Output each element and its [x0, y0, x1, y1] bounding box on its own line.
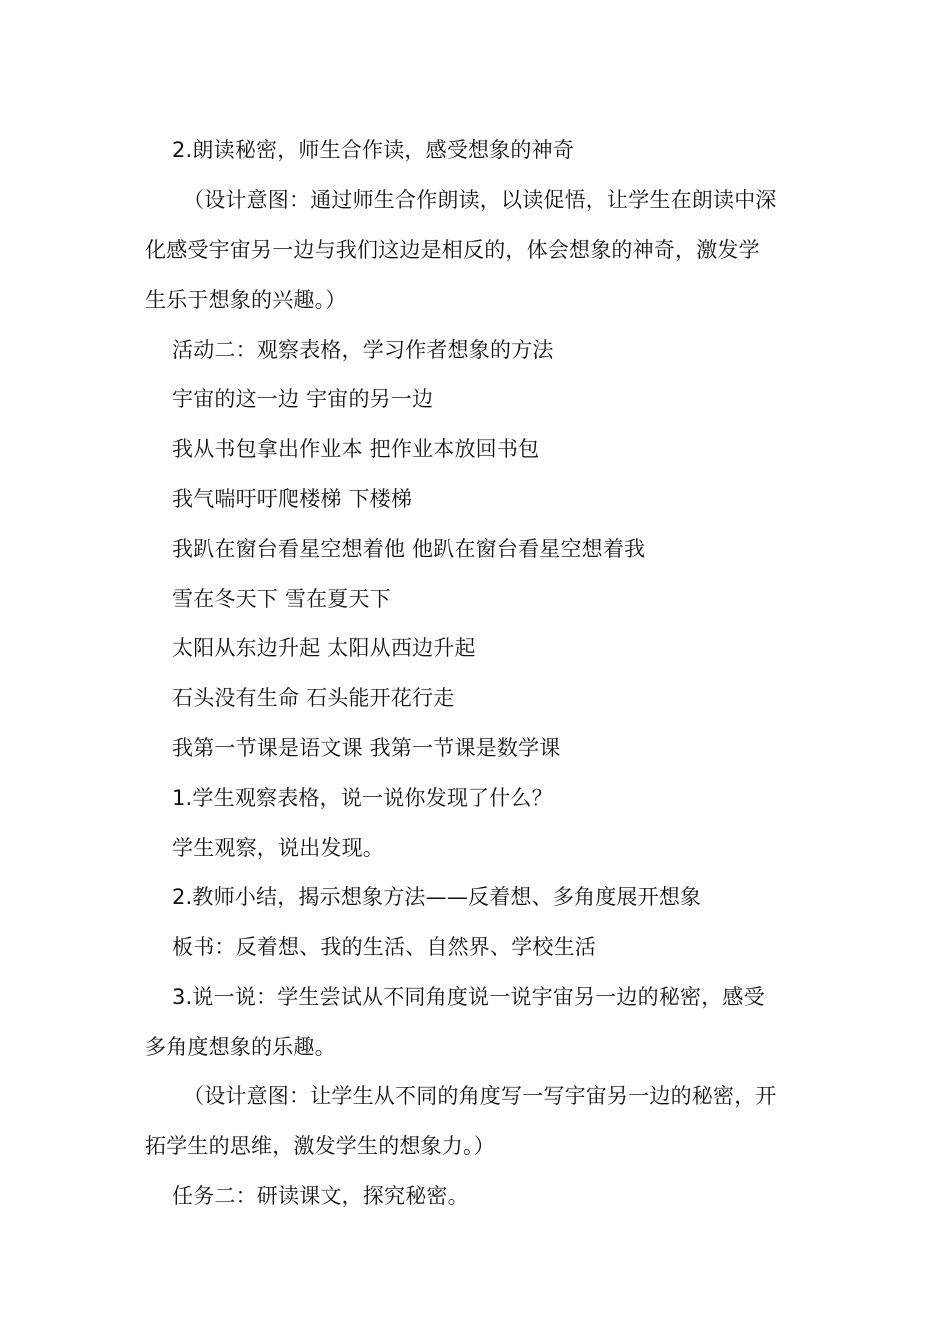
design-intent-2-line-2: 拓学生的思维，激发学生的想象力。）	[145, 1134, 495, 1158]
design-intent-2-line-1: （设计意图：让学生从不同的角度写一写宇宙另一边的秘密，开	[183, 1084, 777, 1108]
table-row: 石头没有生命 石头能开花行走	[172, 686, 455, 710]
table-header-row: 宇宙的这一边 宇宙的另一边	[172, 387, 434, 411]
table-row: 我气喘吁吁爬楼梯 下楼梯	[172, 487, 413, 511]
table-row: 雪在冬天下 雪在夏天下	[172, 587, 391, 611]
table-row: 我第一节课是语文课 我第一节课是数学课	[172, 736, 561, 760]
step-2-read-secret: 2.朗读秘密，师生合作读，感受想象的神奇	[172, 138, 575, 162]
step-3-speak-line-1: 3.说一说：学生尝试从不同角度说一说宇宙另一边的秘密，感受	[172, 985, 765, 1009]
step-2-summary: 2.教师小结，揭示想象方法——反着想、多角度展开想象	[172, 885, 702, 909]
table-row: 我从书包拿出作业本 把作业本放回书包	[172, 437, 540, 461]
design-intent-1-line-1: （设计意图：通过师生合作朗读，以读促悟，让学生在朗读中深	[183, 188, 777, 212]
table-row: 太阳从东边升起 太阳从西边升起	[172, 636, 476, 660]
table-row: 我趴在窗台看星空想着他 他趴在窗台看星空想着我	[172, 537, 646, 561]
student-observe: 学生观察，说出发现。	[172, 836, 384, 860]
board-writing: 板书：反着想、我的生活、自然界、学校生活	[172, 935, 596, 959]
task-2-heading: 任务二：研读课文，探究秘密。	[172, 1184, 469, 1208]
step-1-observe: 1.学生观察表格，说一说你发现了什么？	[172, 786, 553, 810]
activity-2-heading: 活动二：观察表格，学习作者想象的方法	[172, 338, 554, 362]
design-intent-1-line-2: 化感受宇宙另一边与我们这边是相反的，体会想象的神奇，激发学	[145, 238, 760, 262]
design-intent-1-line-3: 生乐于想象的兴趣。）	[145, 288, 347, 312]
step-3-speak-line-2: 多角度想象的乐趣。	[145, 1035, 336, 1059]
